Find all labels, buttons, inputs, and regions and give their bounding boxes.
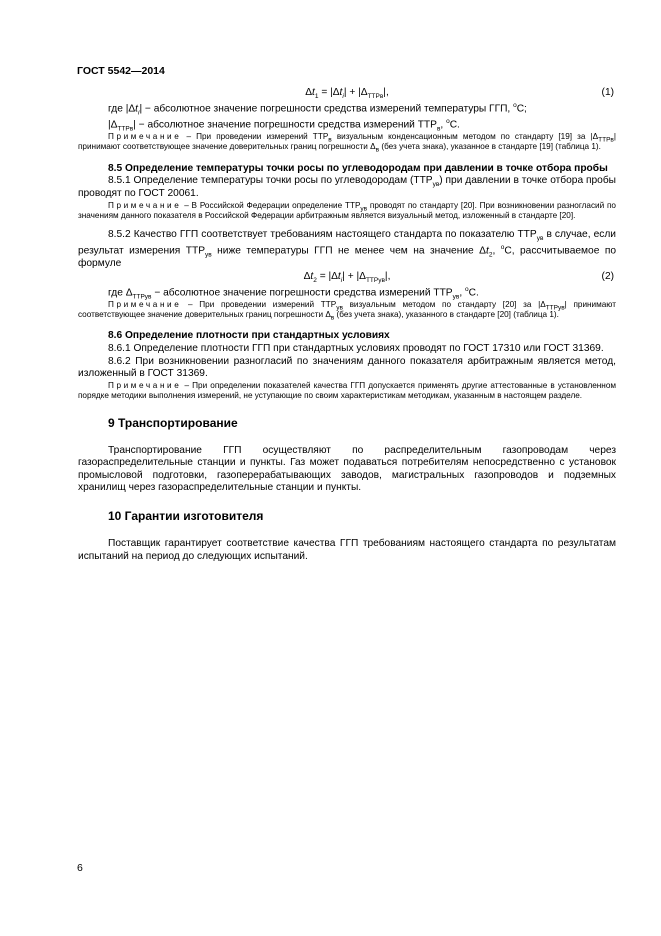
formula-2 (78, 271, 616, 284)
note-3: Примечание – При проведении измерений $ТТР_{ув}$ визуальным методом по стандарту [20] за $|\Delta_{ТТРув}|$ принимают соответствующее значение доверительных границ погрешности $\Delta_в$ (без учета знака), указанного в стандарте [20] (таблица 1). (78, 299, 617, 322)
section-8-6-2: 8.6.2 При возникновении разногласий по значениям данного показателя арбитражным является метод, изложенный в ГОСТ 31369. (78, 355, 616, 380)
section-9-text: Транспортирование ГГП осуществляют по распределительным газопроводам через газораспределительные станции и пункты. Газ может подаваться потребителям непосредственно с установок промысловой подготовки, газоперерабатывающих заводов, магистральных газопроводов и подземных хранилищ через газораспределительные станции и пункты. (78, 444, 616, 494)
note-3-label: Примечание (108, 299, 182, 309)
note-2: Примечание – В Российской Федерации определение $ТТР_{ув}$ проводят по стандарту [20]. При возникновении разногласий по значениям данного показателя в Российской Федерации арбитражным является визуальный метод, изложенный в стандарте [20]. (78, 200, 616, 220)
section-9-title: 9 Транспортирование (108, 415, 238, 430)
where-1a: где $|\Delta t_i|$ − абсолютное значение погрешности средства измерений температуры ГГП, $^о$С; (108, 102, 527, 117)
section-10-text: Поставщик гарантирует соответствие качества ГГП требованиям настоящего стандарта по результатам испытаний на период до следующих испытаний. (78, 537, 616, 562)
formula-2-number: (2) (601, 270, 614, 282)
note-2-label: Примечание (108, 200, 182, 210)
formula-1-number: (1) (601, 87, 614, 98)
where-2: где $\Delta_{ТТРув}$ − абсолютное значение погрешности средства измерений $ТТР_{ув}$, $^о$С. (108, 285, 479, 300)
section-8-6-1: 8.6.1 Определение плотности ГГП при стандартных условиях проводят по ГОСТ 17310 или ГОСТ 31369. (108, 342, 604, 354)
note-1: Примечание – При проведении измерений $ТТР_в$ визуальным конденсационным методом по стандарту [19] за $|\Delta_{ТТРв}|$ принимают соответствующее значение доверительных границ погрешности $\Delta_в$ (без учета знака), указанное в стандарте [19] (таблица 1). (78, 131, 617, 155)
formula-1 (78, 87, 616, 100)
note-1-label: Примечание (108, 131, 182, 141)
section-8-5-title: 8.5 Определение температуры точки росы по углеводородам при давлении в точке отбора пробы (108, 162, 608, 174)
note-4-label: Примечание (108, 380, 182, 390)
section-10-title: 10 Гарантии изготовителя (108, 508, 264, 523)
note-4 (78, 381, 616, 402)
formula-2-text: $\Delta t_2 = |\Delta t_i| + |\Delta_{ТТРув}|$, (303, 270, 391, 284)
section-8-5-2: 8.5.2 Качество ГГП соответствует требованиям настоящего стандарта по показателю $ТТР_{ув}$ в случае, если результат измерения $ТТР_{ув}$ ниже температуры ГГП не менее чем на значение $\Delta t_2$, $^о$С, рассчитываемое по формуле (78, 229, 617, 269)
section-8-5-1: 8.5.1 Определение температуры точки росы по углеводородам $(ТТР_{ув})$ при давлении в точке отбора пробы проводят по ГОСТ 20061. (78, 175, 616, 199)
where-1b: $|\Delta_{ТТРв}|$ − абсолютное значение погрешности средства измерений $ТТР_в$, $^о$С. (108, 117, 460, 133)
section-8-6-title: 8.6 Определение плотности при стандартных условиях (108, 330, 390, 342)
formula-1-text: $\Delta t_1 = |\Delta t_i| + |\Delta_{ТТРв}|$, (305, 87, 389, 101)
note-4-text: – При определении показателей качества ГГП допускается применять другие аттестованные в установленном порядке методики выполнения измерений, не уступающие по своим характеристикам методикам, указанным в настоящем разделе. (78, 380, 616, 401)
page-content (78, 87, 616, 563)
document-header: ГОСТ 5542—2014 (77, 65, 165, 77)
page-number: 6 (77, 862, 83, 874)
